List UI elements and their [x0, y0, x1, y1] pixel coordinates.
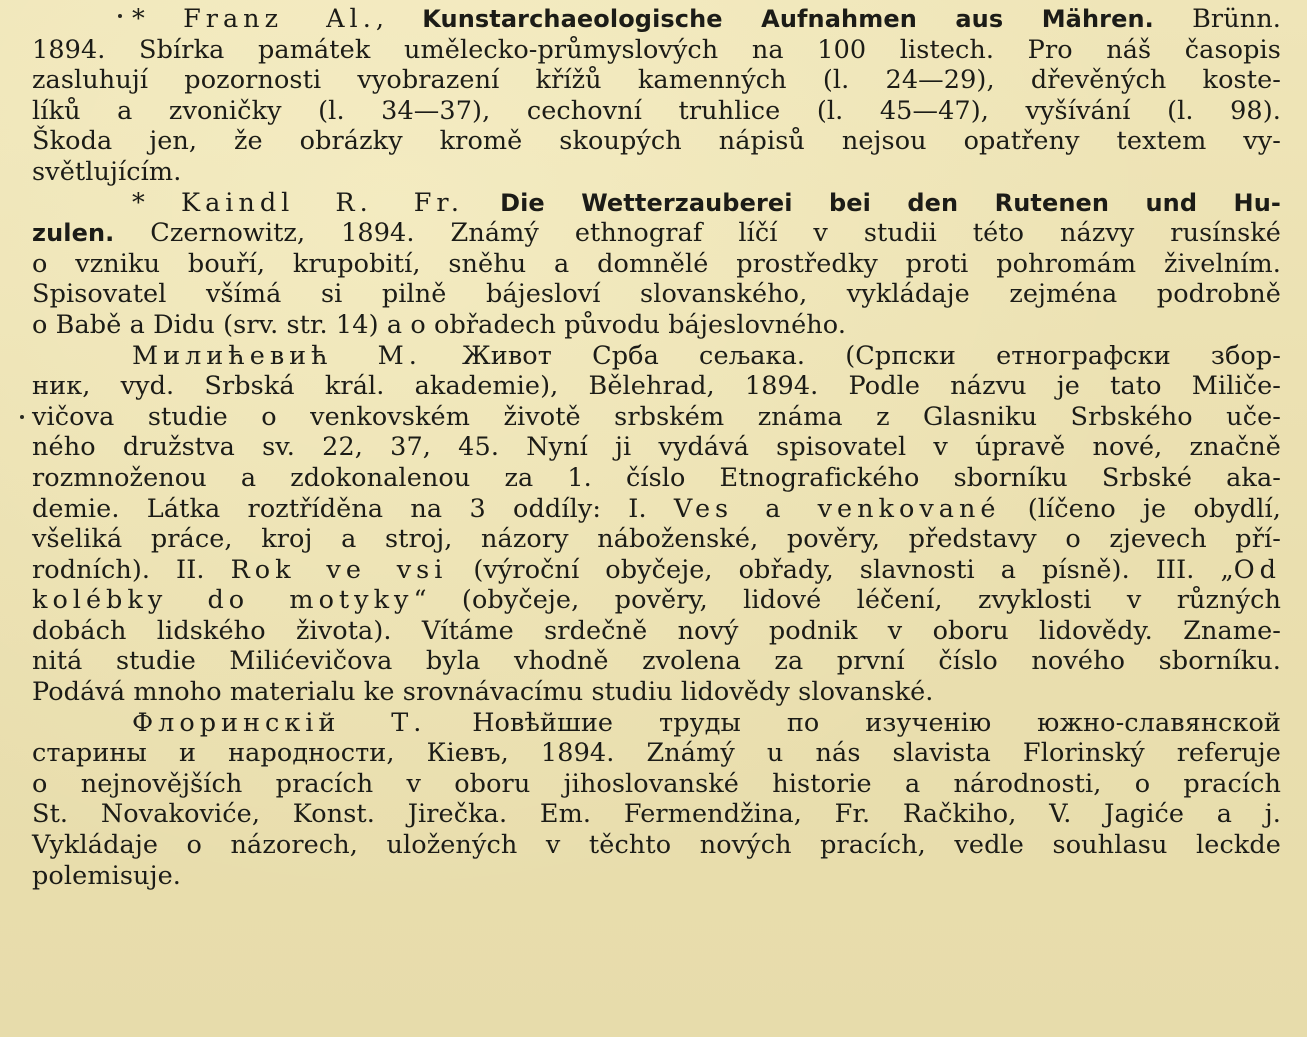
text-line: Škoda jen, že obrázky kromě skoupých nápisů nejsou opatřeny textem vy- [32, 126, 1281, 157]
text-line: dobách lidského života). Vítáme srdečně nový podnik v oboru lidovědy. Zname- [32, 615, 1281, 646]
asterisk: * [132, 4, 184, 34]
bibliography-entry-florinskij [32, 708, 1281, 892]
text-run: Живот Срба сељака. (Српски етнографски збор- [421, 340, 1281, 371]
text-line [32, 555, 1281, 586]
text-run: (líčeno je obydlí, [1000, 493, 1282, 524]
section-title: kolébky do motyky [32, 585, 414, 616]
text-line [32, 4, 1281, 35]
author-name: Kaindl R. Fr. [181, 187, 464, 218]
author-name: Franz Al. [183, 4, 376, 34]
text-run: “ (obyčeje, pověry, lidové léčení, zvyklosti v různých [413, 585, 1281, 616]
text-run: rodních). II. [32, 554, 231, 585]
text-run [464, 188, 500, 218]
text-line: Vykládaje o názorech, uložených v těchto nových pracích, vedle souhlasu leckde [32, 830, 1281, 861]
text-line: nitá studie Milićevičova byla vhodně zvolena za první číslo nového sborníku. [32, 646, 1281, 677]
text-line: Podává mnoho materialu ke srovnávacímu studiu lidovědy slovanské. [32, 677, 934, 708]
text-line [32, 341, 1281, 372]
author-name: Милићевић М. [132, 340, 422, 371]
text-line: líků a zvoničky (l. 34—37), cechovní truhlice (l. 45—47), vyšívání (l. 98). [32, 95, 1281, 126]
text-line [32, 708, 1281, 739]
text-line: světlujícím. [32, 156, 182, 187]
bibliography-entry-franz [32, 4, 1281, 188]
bibliography-entry-kaindl [32, 188, 1281, 341]
text-line: o Babě a Didu (srv. str. 14) a o obřadech původu bájeslovného. [32, 309, 847, 340]
bibliography-entry-milicevic [32, 341, 1281, 708]
section-title: Rok ve vsi [230, 554, 448, 585]
text-line: ник, vyd. Srbská král. akademie), Bělehrad, 1894. Podle názvu je tato Miliče- [32, 371, 1281, 402]
text-line: zasluhují pozornosti vyobrazení křížů kamenných (l. 24—29), dřevěných koste- [32, 65, 1281, 96]
ink-speck [118, 14, 122, 18]
text-line: Spisovatel všímá si pilně bájesloví slovanského, vykládaje zejména podrobně [32, 279, 1281, 310]
text-line: o vzniku bouří, krupobití, sněhu a domnělé prostředky proti pohromám živelním. [32, 248, 1281, 279]
text-line: St. Novakoviće, Konst. Jirečka. Em. Fermendžina, Fr. Račkiho, V. Jagiće a j. [32, 799, 1281, 830]
work-title: zulen. [32, 219, 115, 248]
author-name: Флоринскій Т. [132, 707, 427, 738]
text-line [32, 585, 1281, 616]
section-title: Ves a venkované [673, 493, 1001, 524]
text-line [32, 494, 1281, 525]
section-title: Od [1233, 554, 1281, 585]
text-line: старины и народности, Кіевъ, 1894. Známý u nás slavista Florinský referuje [32, 738, 1281, 769]
text-line [32, 218, 1281, 249]
text-line: ného družstva sv. 22, 37, 45. Nyní ji vydává spisovatel v úpravě nové, značně [32, 432, 1281, 463]
text-line: rozmnoženou a zdokonalenou za 1. číslo Etnografického sborníku Srbské aka- [32, 462, 1281, 493]
ink-speck [20, 415, 24, 419]
work-title: Kunstarchaeologische Aufnahmen aus Mähren. [422, 5, 1154, 33]
text-run: , [375, 4, 423, 34]
text-line: vičova studie o venkovském životě srbském známa z Glasniku Srbského uče- [32, 401, 1281, 432]
work-title: Die Wetterzauberei bei den Rutenen und Hu- [500, 188, 1281, 217]
text-line: všeliká práce, kroj a stroj, názory náboženské, pověry, představy o zjevech pří- [32, 524, 1281, 555]
text-run: (výroční obyčeje, obřady, slavnosti a písně). III. „ [447, 554, 1234, 585]
text-line: 1894. Sbírka památek umělecko-průmyslových na 100 listech. Pro náš časopis [32, 34, 1281, 65]
asterisk: * [132, 187, 182, 218]
text-run: Новѣйшие труды по изученію южно-славянской [426, 707, 1281, 738]
text-line: polemisuje. [32, 860, 181, 891]
text-line [32, 188, 1281, 219]
text-run: Brünn. [1153, 4, 1281, 34]
text-run: Czernowitz, 1894. Známý ethnograf líčí v studii této názvy rusínské [114, 218, 1281, 249]
text-line: o nejnovějších pracích v oboru jihoslovanské historie a národnosti, o pracích [32, 768, 1281, 799]
text-run: demie. Látka roztříděna na 3 oddíly: I. [32, 493, 674, 524]
